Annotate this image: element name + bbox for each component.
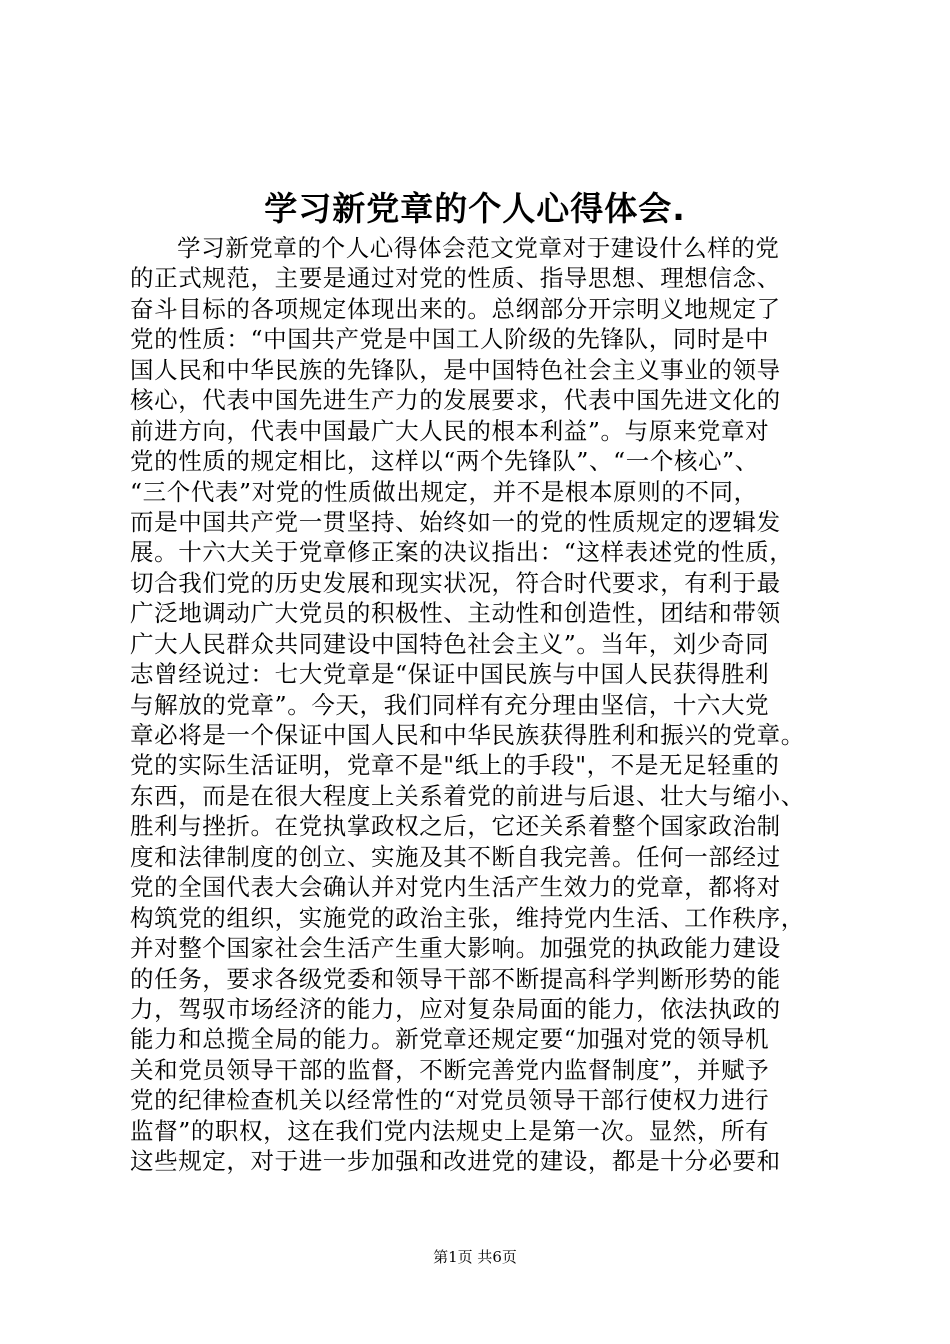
body-line: 与解放的党章”。今天，我们同样有充分理由坚信，十六大党: [130, 690, 770, 719]
body-line: 东西，而是在很大程度上关系着党的前进与后退、壮大与缩小、: [130, 781, 805, 810]
body-line: 切合我们党的历史发展和现实状况，符合时代要求，有利于最: [130, 568, 781, 597]
body-line: 度和法律制度的创立、实施及其不断自我完善。任何一部经过: [130, 842, 781, 871]
body-line: 学习新党章的个人心得体会范文党章对于建设什么样的党: [177, 234, 780, 262]
body-line: 党的纪律检查机关以经常性的“对党员领导干部行使权力进行: [130, 1086, 770, 1115]
body-line: 展。十六大关于党章修正案的决议指出：“这样表述党的性质，: [130, 538, 794, 567]
body-line: 监督”的职权，这在我们党内法规史上是第一次。显然，所有: [130, 1116, 770, 1145]
body-line: 的任务，要求各级党委和领导干部不断提高科学判断形势的能: [130, 964, 781, 993]
body-line: 志曾经说过：七大党章是“保证中国民族与中国人民获得胜利: [130, 660, 770, 689]
body-line: “三个代表”对党的性质做出规定，并不是根本原则的不同，: [130, 477, 758, 506]
body-line: 力，驾驭市场经济的能力，应对复杂局面的能力，依法执政的: [130, 994, 781, 1023]
document-body: [130, 233, 830, 1177]
body-line: 的正式规范，主要是通过对党的性质、指导思想、理想信念、: [130, 264, 781, 293]
body-line: 关和党员领导干部的监督，不断完善党内监督制度”，并赋予: [130, 1055, 770, 1084]
body-line: 核心，代表中国先进生产力的发展要求，代表中国先进文化的: [130, 386, 781, 415]
body-line: 胜利与挫折。在党执掌政权之后，它还关系着整个国家政治制: [130, 812, 781, 841]
body-line: 前进方向，代表中国最广大人民的根本利益”。与原来党章对: [130, 416, 770, 445]
body-line: 而是中国共产党一贯坚持、始终如一的党的性质规定的逻辑发: [130, 507, 781, 536]
body-line: 广泛地调动广大党员的积极性、主动性和创造性，团结和带领: [130, 599, 781, 628]
body-line: 章必将是一个保证中国人民和中华民族获得胜利和振兴的党章。: [130, 721, 805, 749]
body-line: 广大人民群众共同建设中国特色社会主义”。当年，刘少奇同: [130, 629, 770, 658]
body-line: 奋斗目标的各项规定体现出来的。总纲部分开宗明义地规定了: [130, 294, 781, 323]
body-line: 能力和总揽全局的能力。新党章还规定要“加强对党的领导机: [130, 1025, 770, 1054]
body-line: 构筑党的组织，实施党的政治主张，维持党内生活、工作秩序，: [130, 903, 805, 932]
page-number-footer: 第1页 共6页: [433, 1248, 517, 1266]
body-line: 国人民和中华民族的先锋队，是中国特色社会主义事业的领导: [130, 355, 781, 384]
body-line: 党的全国代表大会确认并对党内生活产生效力的党章，都将对: [130, 873, 781, 902]
body-line: 并对整个国家社会生活产生重大影响。加强党的执政能力建设: [130, 934, 781, 963]
body-line: 这些规定，对于进一步加强和改进党的建设，都是十分必要和: [130, 1147, 781, 1176]
body-line: 党的性质的规定相比，这样以“两个先锋队”、“一个核心”、: [130, 447, 759, 476]
page-title: 学习新党章的个人心得体会.: [264, 189, 686, 228]
body-line: 党的实际生活证明，党章不是"纸上的手段"，不是无足轻重的: [130, 751, 780, 780]
body-line: 党的性质：“中国共产党是中国工人阶级的先锋队，同时是中: [130, 325, 770, 354]
